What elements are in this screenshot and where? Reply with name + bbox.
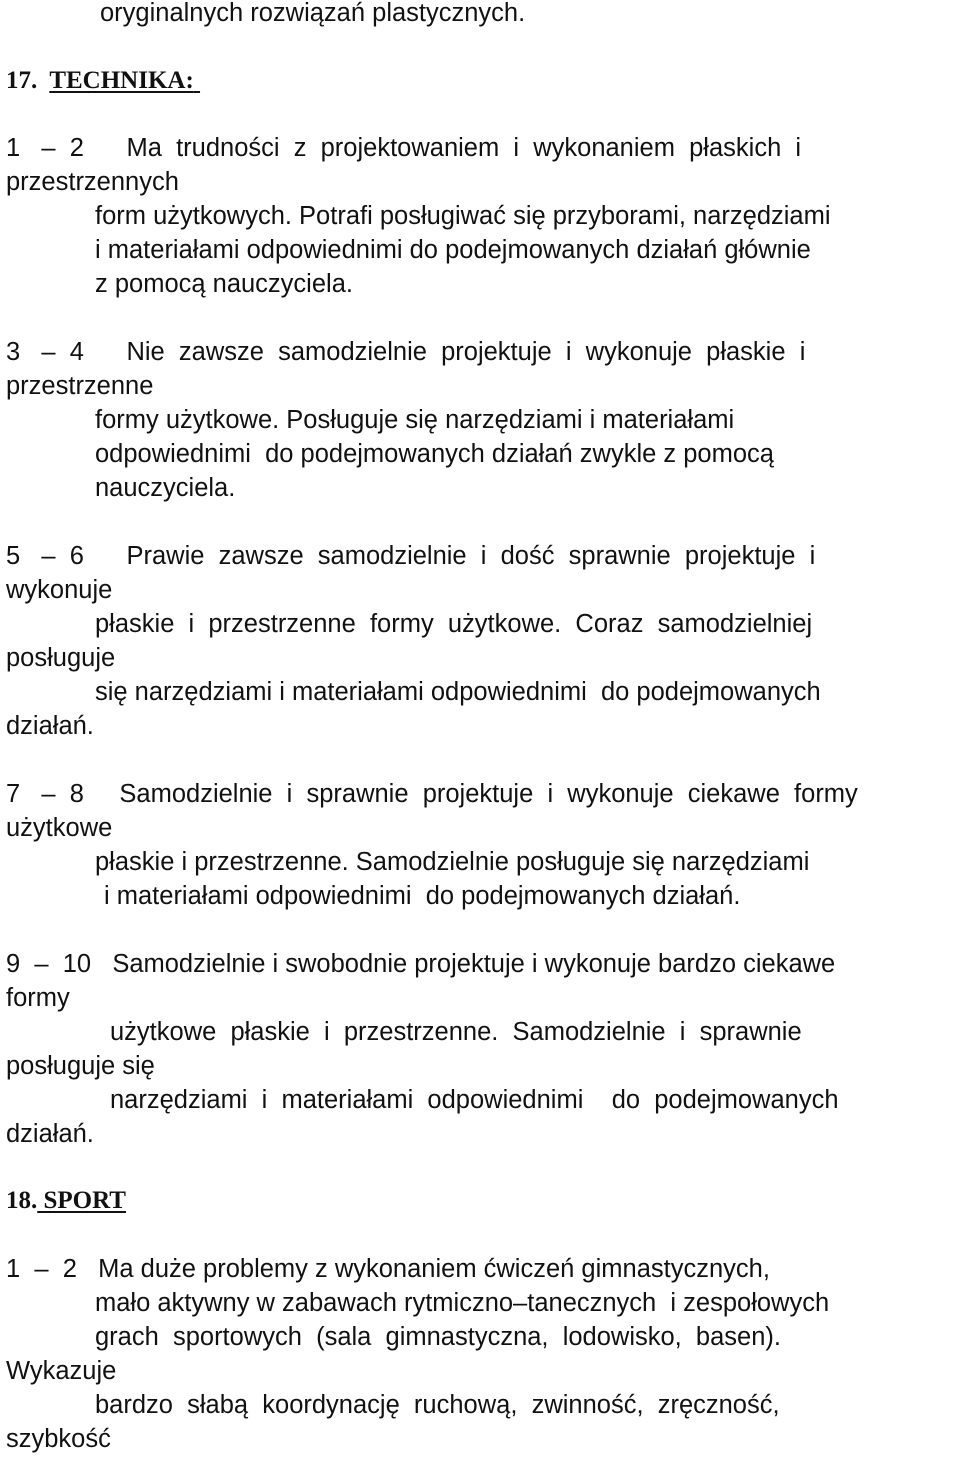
grade-line: 9 – 10 Samodzielnie i swobodnie projektuje i wykonuje bardzo ciekawe <box>6 950 836 978</box>
grade-line: posługuje <box>6 644 116 672</box>
section-heading-technika <box>6 64 200 98</box>
grade-line: i materiałami odpowiednimi do podejmowanych działań. <box>104 882 741 910</box>
grade-line: szybkość <box>6 1425 111 1453</box>
grade-line: mało aktywny w zabawach rytmiczno–tanecznych i zespołowych <box>95 1289 830 1317</box>
grade-line: nauczyciela. <box>95 474 236 502</box>
intro-line: oryginalnych rozwiązań plastycznych. <box>100 0 526 27</box>
grade-line: działań. <box>6 1120 94 1148</box>
grade-line: formy użytkowe. Posługuje się narzędziami i materiałami <box>95 406 735 434</box>
grade-line: Wykazuje <box>6 1357 117 1385</box>
grade-line: grach sportowych (sala gimnastyczna, lodowisko, basen). <box>95 1323 781 1351</box>
grade-line: bardzo słabą koordynację ruchową, zwinność, zręczność, <box>95 1391 780 1419</box>
grade-line: 1 – 2 Ma trudności z projektowaniem i wykonaniem płaskich i <box>6 134 802 162</box>
grade-line: posługuje się <box>6 1052 155 1080</box>
grade-line: i materiałami odpowiednimi do podejmowanych działań głównie <box>95 236 811 264</box>
grade-line: płaskie i przestrzenne. Samodzielnie posługuje się narzędziami <box>95 848 810 876</box>
grade-line: przestrzennych <box>6 168 179 196</box>
grade-line: odpowiednimi do podejmowanych działań zwykle z pomocą <box>95 440 774 468</box>
grade-line: formy <box>6 984 70 1012</box>
grade-line: działań. <box>6 712 94 740</box>
grade-line: 7 – 8 Samodzielnie i sprawnie projektuje i wykonuje ciekawe formy <box>6 780 858 808</box>
section-title: TECHNIKA: <box>49 67 194 94</box>
grade-line: wykonuje <box>6 576 113 604</box>
grade-line: 5 – 6 Prawie zawsze samodzielnie i dość sprawnie projektuje i <box>6 542 816 570</box>
section-title: SPORT <box>43 1187 126 1214</box>
grade-line: płaskie i przestrzenne formy użytkowe. Coraz samodzielniej <box>95 610 813 638</box>
section-number: 17. <box>6 67 38 94</box>
grade-line: przestrzenne <box>6 372 154 400</box>
grade-line: się narzędziami i materiałami odpowiednimi do podejmowanych <box>95 678 821 706</box>
grade-line: użytkowe płaskie i przestrzenne. Samodzielnie i sprawnie <box>110 1018 802 1046</box>
grade-line: 1 – 2 Ma duże problemy z wykonaniem ćwiczeń gimnastycznych, <box>6 1255 770 1283</box>
section-number: 18. <box>6 1187 38 1214</box>
grade-line: użytkowe <box>6 814 113 842</box>
grade-line: form użytkowych. Potrafi posługiwać się przyborami, narzędziami <box>95 202 831 230</box>
grade-line: narzędziami i materiałami odpowiednimi do podejmowanych <box>110 1086 839 1114</box>
grade-line: 3 – 4 Nie zawsze samodzielnie projektuje i wykonuje płaskie i <box>6 338 806 366</box>
grade-line: z pomocą nauczyciela. <box>95 270 353 298</box>
section-heading-sport <box>6 1184 126 1218</box>
